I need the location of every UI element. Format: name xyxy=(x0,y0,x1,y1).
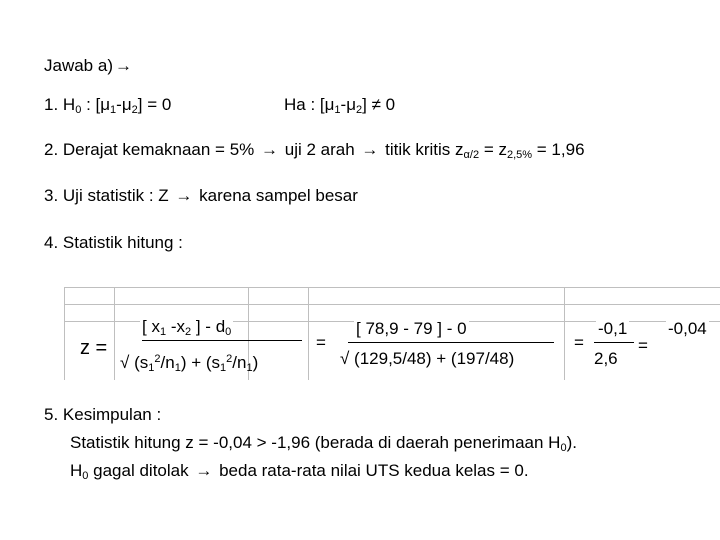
formula-denominator: √ $(s_1^2/n_1) + (s_1^2/n_1)$ xyxy=(120,353,259,374)
formula-numerator: [ $x_1$ $-x_2$ ] - $d_0$ xyxy=(142,317,232,338)
fraction-bar xyxy=(142,340,302,341)
formula-block xyxy=(64,287,720,380)
formula-equals-3: = xyxy=(638,336,648,355)
grid-line xyxy=(308,287,309,380)
step5-line1: Statistik hitung z = -0,04 > -1,96 (berada di daerah penerimaan $H_0$). xyxy=(70,433,577,454)
formula-numerator-2: [ 78,9 - 79 ] - 0 xyxy=(356,319,467,338)
step1-ha: Ha : $[\mu_1-\mu_2] \ne 0$ xyxy=(284,95,396,116)
formula-equals-1: = xyxy=(316,333,326,352)
header-line: Jawab a) → xyxy=(44,56,132,75)
formula-equals-2: = xyxy=(574,333,584,352)
formula-result: -0,04 xyxy=(668,319,707,338)
grid-line xyxy=(564,287,565,380)
arrow-right-icon: → xyxy=(114,56,132,75)
formula-z-label: z = xyxy=(80,337,108,359)
fraction-bar xyxy=(348,342,554,343)
grid-line xyxy=(64,287,65,380)
formula-denominator-2: √ (129,5/48) + (197/48) xyxy=(340,349,515,368)
grid-line xyxy=(64,287,720,288)
step1-line: 1. $H_0$ : $[\mu_1-\mu_2] = 0$ xyxy=(44,95,172,116)
step5-line2: $H_0$ gagal ditolak → beda rata-rata nilai UTS kedua kelas = 0. xyxy=(70,461,529,482)
step5-title: 5. Kesimpulan : xyxy=(44,405,162,424)
arrow-right-icon: → xyxy=(175,186,193,205)
step4-line: 4. Statistik hitung : xyxy=(44,233,183,252)
arrow-right-icon: → xyxy=(195,461,213,480)
formula-numerator-3: -0,1 xyxy=(598,319,628,338)
step3-line: 3. Uji statistik : Z → karena sampel besar xyxy=(44,186,358,205)
formula-denominator-3: 2,6 xyxy=(594,349,618,368)
arrow-right-icon: → xyxy=(261,140,278,159)
fraction-bar xyxy=(594,342,634,343)
grid-line xyxy=(114,287,115,380)
arrow-right-icon: → xyxy=(361,140,379,159)
grid-line xyxy=(64,304,720,305)
step2-line: 2. Derajat kemaknaan = 5% → uji 2 arah → titik kritis $z_{\alpha/2} = z_{2,5\%} = 1,96$ xyxy=(44,140,585,161)
